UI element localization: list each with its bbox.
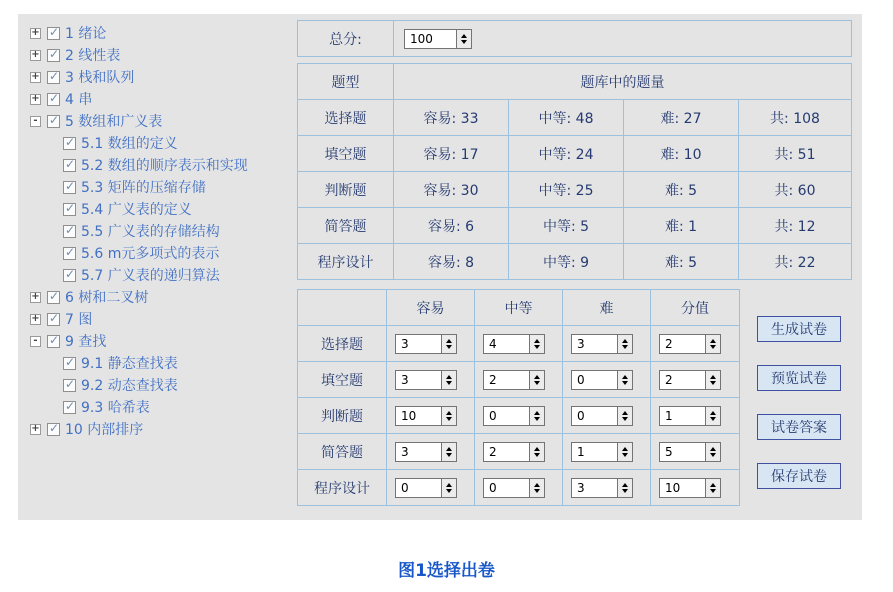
select-header-hard: 难 bbox=[563, 290, 651, 326]
tree-item-chapter3[interactable] bbox=[30, 66, 290, 88]
bank-hard-count: 难: 27 bbox=[624, 100, 739, 136]
tree-item-label[interactable]: 5.6 m元多项式的表示 bbox=[81, 246, 220, 262]
spinner-value[interactable]: 0 bbox=[577, 372, 585, 387]
expand-plus-icon[interactable]: + bbox=[31, 26, 40, 38]
bank-easy-count: 容易: 30 bbox=[394, 172, 509, 208]
tree-item-chapter4[interactable] bbox=[30, 88, 290, 110]
select-row-program bbox=[298, 470, 740, 506]
spinner-updown-icon[interactable] bbox=[617, 479, 632, 497]
question-bank-table bbox=[297, 63, 852, 280]
paper-answers-button[interactable]: 试卷答案 bbox=[757, 414, 841, 440]
tree-item-label[interactable]: 1 绪论 bbox=[65, 26, 107, 42]
checkbox-checked-icon[interactable] bbox=[47, 335, 60, 348]
tree-item-section-9-2[interactable] bbox=[30, 374, 290, 396]
checkbox-checked-icon[interactable] bbox=[63, 181, 76, 194]
spinner-value[interactable]: 3 bbox=[401, 336, 409, 351]
spinner-value[interactable]: 2 bbox=[665, 372, 673, 387]
total-score-table bbox=[297, 20, 852, 57]
spinner-value[interactable]: 10 bbox=[665, 480, 681, 495]
spinner-updown-icon[interactable] bbox=[441, 335, 456, 353]
tree-item-chapter10[interactable] bbox=[30, 418, 290, 440]
preview-paper-button[interactable]: 预览试卷 bbox=[757, 365, 841, 391]
total-score-value[interactable]: 100 bbox=[410, 31, 433, 46]
bank-hard-count: 难: 1 bbox=[624, 208, 739, 244]
bank-total-count: 共: 51 bbox=[739, 136, 852, 172]
spinner-value[interactable]: 0 bbox=[489, 408, 497, 423]
bank-row-program bbox=[298, 244, 852, 280]
bank-row-label: 简答题 bbox=[298, 208, 394, 244]
bank-row-label: 程序设计 bbox=[298, 244, 394, 280]
spinner-updown-icon[interactable] bbox=[705, 479, 720, 497]
select-row-fill bbox=[298, 362, 740, 398]
spinner-updown-icon[interactable] bbox=[617, 335, 632, 353]
select-row-label: 判断题 bbox=[298, 398, 387, 434]
select-row-label: 填空题 bbox=[298, 362, 387, 398]
spinner-updown-icon[interactable] bbox=[529, 335, 544, 353]
expand-plus-icon[interactable]: + bbox=[31, 312, 40, 324]
tree-item-label[interactable]: 3 栈和队列 bbox=[65, 70, 135, 86]
spinner-value[interactable]: 10 bbox=[401, 408, 417, 423]
collapse-minus-icon[interactable]: - bbox=[30, 336, 41, 347]
checkbox-checked-icon[interactable] bbox=[47, 71, 60, 84]
tree-item-label[interactable]: 9.3 哈希表 bbox=[81, 400, 150, 416]
bank-row-short bbox=[298, 208, 852, 244]
select-row-label: 简答题 bbox=[298, 434, 387, 470]
spinner-updown-icon[interactable] bbox=[705, 371, 720, 389]
bank-easy-count: 容易: 17 bbox=[394, 136, 509, 172]
tree-item-section-5-6[interactable] bbox=[30, 242, 290, 264]
select-header-score: 分值 bbox=[651, 290, 740, 326]
bank-medium-count: 中等: 48 bbox=[509, 100, 624, 136]
bank-header-type: 题型 bbox=[298, 64, 394, 100]
tree-item-chapter6[interactable] bbox=[30, 286, 290, 308]
question-select-table bbox=[297, 289, 740, 506]
bank-easy-count: 容易: 8 bbox=[394, 244, 509, 280]
checkbox-checked-icon[interactable] bbox=[47, 49, 60, 62]
spinner-short-hard[interactable] bbox=[571, 442, 633, 462]
spinner-updown-icon[interactable] bbox=[529, 443, 544, 461]
spinner-value[interactable]: 2 bbox=[489, 372, 497, 387]
tree-item-section-5-1[interactable] bbox=[30, 132, 290, 154]
tree-item-label[interactable]: 9.1 静态查找表 bbox=[81, 356, 178, 372]
bank-medium-count: 中等: 9 bbox=[509, 244, 624, 280]
exam-generator-panel bbox=[18, 14, 862, 520]
spinner-value[interactable]: 2 bbox=[489, 444, 497, 459]
bank-total-count: 共: 22 bbox=[739, 244, 852, 280]
spinner-short-medium[interactable] bbox=[483, 442, 545, 462]
spinner-updown-icon[interactable] bbox=[705, 443, 720, 461]
expand-plus-icon[interactable]: + bbox=[31, 70, 40, 82]
select-row-label: 选择题 bbox=[298, 326, 387, 362]
spinner-value[interactable]: 3 bbox=[577, 336, 585, 351]
checkbox-checked-icon[interactable] bbox=[63, 137, 76, 150]
tree-item-label[interactable]: 10 内部排序 bbox=[65, 422, 144, 438]
tree-item-label[interactable]: 5.5 广义表的存储结构 bbox=[81, 224, 220, 240]
checkbox-checked-icon[interactable] bbox=[63, 357, 76, 370]
spinner-value[interactable]: 1 bbox=[577, 444, 585, 459]
expand-plus-icon[interactable]: + bbox=[31, 422, 40, 434]
total-score-label: 总分: bbox=[298, 21, 394, 57]
spinner-updown-icon[interactable] bbox=[529, 407, 544, 425]
spinner-judge-medium[interactable] bbox=[483, 406, 545, 426]
tree-item-label[interactable]: 5 数组和广义表 bbox=[65, 114, 163, 130]
spinner-fill-easy[interactable] bbox=[395, 370, 457, 390]
spinner-choice-easy[interactable] bbox=[395, 334, 457, 354]
bank-total-count: 共: 108 bbox=[739, 100, 852, 136]
spinner-short-score[interactable] bbox=[659, 442, 721, 462]
spinner-updown-icon[interactable] bbox=[617, 371, 632, 389]
spinner-program-easy[interactable] bbox=[395, 478, 457, 498]
figure-caption: 图1选择出卷 bbox=[398, 561, 495, 581]
bank-header-quantity: 题库中的题量 bbox=[394, 64, 852, 100]
checkbox-checked-icon[interactable] bbox=[63, 269, 76, 282]
expand-plus-icon[interactable]: + bbox=[31, 48, 40, 60]
tree-item-label[interactable]: 5.7 广义表的递归算法 bbox=[81, 268, 220, 284]
generate-paper-button[interactable]: 生成试卷 bbox=[757, 316, 841, 342]
bank-row-label: 填空题 bbox=[298, 136, 394, 172]
spinner-fill-score[interactable] bbox=[659, 370, 721, 390]
spinner-updown-icon[interactable] bbox=[705, 335, 720, 353]
spinner-choice-score[interactable] bbox=[659, 334, 721, 354]
tree-item-chapter9[interactable] bbox=[30, 330, 290, 352]
select-row-short bbox=[298, 434, 740, 470]
checkbox-checked-icon[interactable] bbox=[63, 247, 76, 260]
checkbox-checked-icon[interactable] bbox=[63, 401, 76, 414]
spinner-program-medium[interactable] bbox=[483, 478, 545, 498]
spinner-updown-icon[interactable] bbox=[441, 479, 456, 497]
bank-medium-count: 中等: 5 bbox=[509, 208, 624, 244]
tree-item-chapter5[interactable] bbox=[30, 110, 290, 132]
tree-item-chapter7[interactable] bbox=[30, 308, 290, 330]
select-header-row bbox=[298, 290, 740, 326]
spinner-short-easy[interactable] bbox=[395, 442, 457, 462]
bank-row-label: 选择题 bbox=[298, 100, 394, 136]
tree-item-label[interactable]: 5.1 数组的定义 bbox=[81, 136, 178, 152]
checkbox-checked-icon[interactable] bbox=[63, 203, 76, 216]
tree-item-section-5-3[interactable] bbox=[30, 176, 290, 198]
tree-item-label[interactable]: 6 树和二叉树 bbox=[65, 290, 149, 306]
bank-hard-count: 难: 10 bbox=[624, 136, 739, 172]
bank-total-count: 共: 12 bbox=[739, 208, 852, 244]
bank-medium-count: 中等: 24 bbox=[509, 136, 624, 172]
spinner-program-score[interactable] bbox=[659, 478, 721, 498]
bank-row-judge bbox=[298, 172, 852, 208]
select-row-judge bbox=[298, 398, 740, 434]
save-paper-button[interactable]: 保存试卷 bbox=[757, 463, 841, 489]
tree-item-section-5-4[interactable] bbox=[30, 198, 290, 220]
checkbox-checked-icon[interactable] bbox=[47, 291, 60, 304]
tree-item-chapter1[interactable] bbox=[30, 22, 290, 44]
checkbox-checked-icon[interactable] bbox=[47, 313, 60, 326]
checkbox-checked-icon[interactable] bbox=[47, 115, 60, 128]
spinner-fill-medium[interactable] bbox=[483, 370, 545, 390]
bank-header-row bbox=[298, 64, 852, 100]
tree-item-section-5-2[interactable] bbox=[30, 154, 290, 176]
spinner-value[interactable]: 1 bbox=[665, 408, 673, 423]
spinner-value[interactable]: 0 bbox=[401, 480, 409, 495]
spinner-updown-icon[interactable] bbox=[441, 371, 456, 389]
spinner-value[interactable]: 0 bbox=[577, 408, 585, 423]
spinner-value[interactable]: 3 bbox=[401, 372, 409, 387]
spinner-judge-score[interactable] bbox=[659, 406, 721, 426]
spinner-updown-icon[interactable] bbox=[441, 407, 456, 425]
spinner-updown-icon[interactable] bbox=[705, 407, 720, 425]
expand-plus-icon[interactable]: + bbox=[31, 290, 40, 302]
spinner-judge-easy[interactable] bbox=[395, 406, 457, 426]
tree-item-section-9-1[interactable] bbox=[30, 352, 290, 374]
bank-total-count: 共: 60 bbox=[739, 172, 852, 208]
bank-row-choice bbox=[298, 100, 852, 136]
tree-item-section-5-7[interactable] bbox=[30, 264, 290, 286]
spinner-choice-medium[interactable] bbox=[483, 334, 545, 354]
tree-item-section-5-5[interactable] bbox=[30, 220, 290, 242]
select-row-label: 程序设计 bbox=[298, 470, 387, 506]
paper-settings-area bbox=[297, 20, 852, 506]
select-header-easy: 容易 bbox=[387, 290, 475, 326]
spinner-value[interactable]: 3 bbox=[577, 480, 585, 495]
checkbox-checked-icon[interactable] bbox=[47, 93, 60, 106]
spinner-updown-icon[interactable] bbox=[456, 30, 471, 48]
select-header-blank bbox=[298, 290, 387, 326]
tree-item-section-9-3[interactable] bbox=[30, 396, 290, 418]
expand-plus-icon[interactable]: + bbox=[31, 92, 40, 104]
bank-easy-count: 容易: 6 bbox=[394, 208, 509, 244]
bank-medium-count: 中等: 25 bbox=[509, 172, 624, 208]
checkbox-checked-icon[interactable] bbox=[47, 423, 60, 436]
spinner-updown-icon[interactable] bbox=[441, 443, 456, 461]
checkbox-checked-icon[interactable] bbox=[63, 379, 76, 392]
bank-hard-count: 难: 5 bbox=[624, 244, 739, 280]
select-row-choice bbox=[298, 326, 740, 362]
checkbox-checked-icon[interactable] bbox=[47, 27, 60, 40]
spinner-program-hard[interactable] bbox=[571, 478, 633, 498]
spinner-updown-icon[interactable] bbox=[617, 443, 632, 461]
checkbox-checked-icon[interactable] bbox=[63, 225, 76, 238]
spinner-value[interactable]: 0 bbox=[489, 480, 497, 495]
spinner-updown-icon[interactable] bbox=[529, 371, 544, 389]
total-score-spinner[interactable] bbox=[404, 29, 472, 49]
collapse-minus-icon[interactable]: - bbox=[30, 116, 41, 127]
tree-item-label[interactable]: 5.2 数组的顺序表示和实现 bbox=[81, 158, 248, 174]
tree-item-label[interactable]: 9.2 动态查找表 bbox=[81, 378, 178, 394]
tree-item-label[interactable]: 9 查找 bbox=[65, 334, 107, 350]
spinner-updown-icon[interactable] bbox=[529, 479, 544, 497]
bank-row-fill bbox=[298, 136, 852, 172]
spinner-judge-hard[interactable] bbox=[571, 406, 633, 426]
spinner-value[interactable]: 3 bbox=[401, 444, 409, 459]
spinner-updown-icon[interactable] bbox=[617, 407, 632, 425]
tree-item-label[interactable]: 5.4 广义表的定义 bbox=[81, 202, 192, 218]
spinner-choice-hard[interactable] bbox=[571, 334, 633, 354]
bank-row-label: 判断题 bbox=[298, 172, 394, 208]
tree-item-label[interactable]: 5.3 矩阵的压缩存储 bbox=[81, 180, 206, 196]
tree-item-label[interactable]: 7 图 bbox=[65, 312, 93, 328]
tree-item-label[interactable]: 4 串 bbox=[65, 92, 93, 108]
chapter-tree bbox=[30, 22, 290, 440]
spinner-value[interactable]: 2 bbox=[665, 336, 673, 351]
spinner-fill-hard[interactable] bbox=[571, 370, 633, 390]
spinner-value[interactable]: 5 bbox=[665, 444, 673, 459]
tree-item-chapter2[interactable] bbox=[30, 44, 290, 66]
selection-section bbox=[297, 289, 852, 506]
bank-easy-count: 容易: 33 bbox=[394, 100, 509, 136]
tree-item-label[interactable]: 2 线性表 bbox=[65, 48, 121, 64]
checkbox-checked-icon[interactable] bbox=[63, 159, 76, 172]
spinner-value[interactable]: 4 bbox=[489, 336, 497, 351]
action-buttons bbox=[757, 289, 841, 489]
bank-hard-count: 难: 5 bbox=[624, 172, 739, 208]
select-header-medium: 中等 bbox=[475, 290, 563, 326]
